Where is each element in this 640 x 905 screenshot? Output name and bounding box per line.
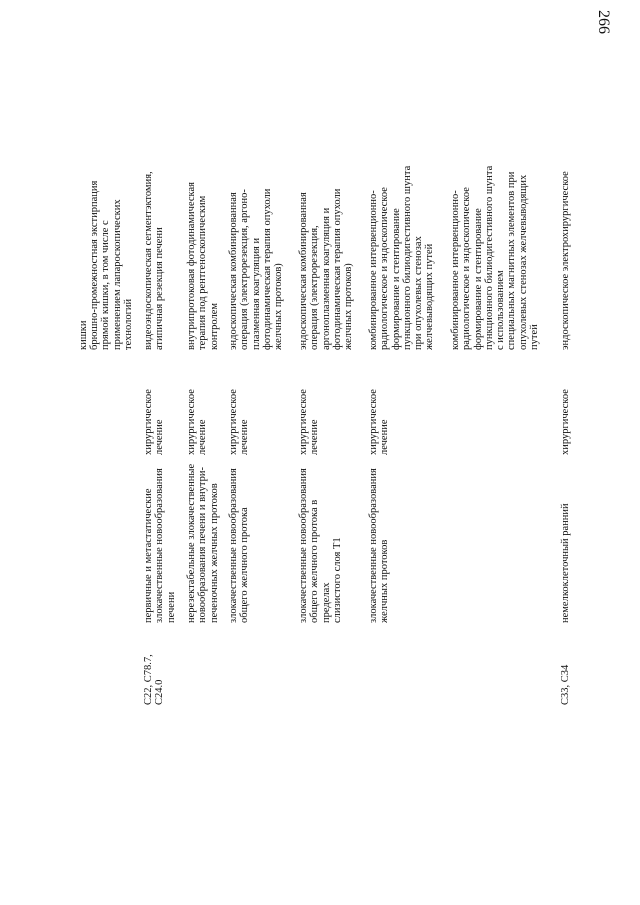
treatment-model-cell: хирургическое лечение [298, 389, 321, 455]
diagnosis-cell: злокачественные новообразования общего желчного протока в пределах слизистого слоя T1 [298, 468, 343, 623]
page-number: 266 [595, 10, 612, 34]
diagnosis-cell: первичные и метастатические злокачественные новообразования печени [143, 468, 177, 623]
diagnosis-cell: нерезектабельные злокачественные новообразования печени и внутри- печеночных желчных протоков [186, 463, 220, 623]
icd-code-cell: C33, C34 [560, 664, 571, 705]
treatment-model-cell: хирургическое лечение [143, 389, 166, 455]
diagnosis-cell: злокачественные новообразования желчных протоков [368, 468, 391, 623]
treatment-method-cell: эндоскопическая комбинированная операция (электрорезекция, аргоно- плазменная коагуляция и фотодинамическая терапия опухоли желчных протоков) [228, 188, 285, 350]
treatment-model-cell: хирургическое лечение [368, 389, 391, 455]
treatment-model-cell: хирургическое [560, 389, 571, 455]
treatment-method-cell: видеоэндоскопическая сегментэктомия, атипичная резекция печени [143, 171, 166, 350]
treatment-method-cell: кишки [78, 320, 89, 350]
diagnosis-cell: немелкоклеточный ранний [560, 503, 571, 623]
treatment-method-cell: комбинированное интервенционно- радиологическое и эндоскопическое формирование и стентирование пункционного билиодигестивного шунта при опухолевых стенозах желчевыводящих путей [368, 165, 436, 350]
treatment-method-cell: комбинированное интервенционно- радиологическое и эндоскопическое формирование и стентирование пункционного билиодигестивного шунта с использованием специальных магнитных элементов при опухолевых стенозах желчевыводящих путей [450, 165, 541, 350]
icd-code-cell: C22, C78.7, C24.0 [143, 654, 166, 705]
treatment-model-cell: хирургическое лечение [228, 389, 251, 455]
treatment-model-cell: хирургическое лечение [186, 389, 209, 455]
diagnosis-cell: злокачественные новообразования общего желчного протока [228, 468, 251, 623]
treatment-method-cell: эндоскопическая комбинированная операция (электрорезекция, аргоноплазменная коагуляция и фотодинамическая терапия опухоли желчных протоков) [298, 188, 355, 350]
treatment-method-cell: брюшно-промежностная экстирпация прямой кишки, в том числе с применением лапароскопических технологий [89, 180, 134, 350]
treatment-method-cell: внутрипротоковая фотодинамическая терапия под рентгеноскопическим контролем [186, 182, 220, 350]
treatment-method-cell: эндоскопическое электрохирургическое [560, 171, 571, 350]
